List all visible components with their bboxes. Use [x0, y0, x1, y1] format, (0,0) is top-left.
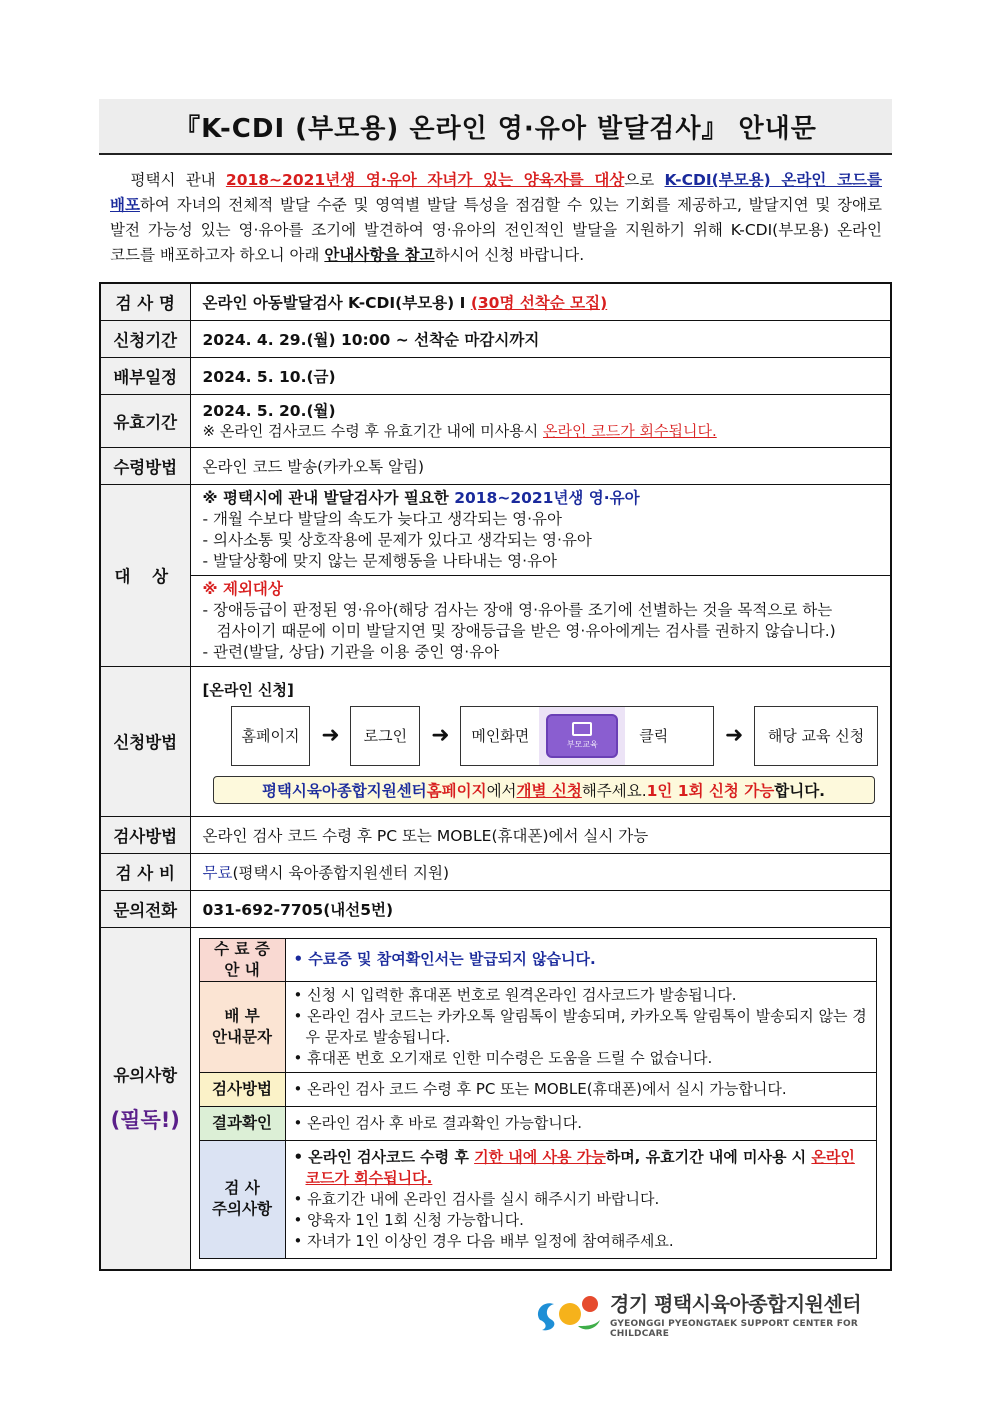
label-test-name: 검 사 명	[100, 283, 190, 320]
test-name-recruit: (30명 선착순 모집)	[470, 293, 608, 312]
step-login: 로그인	[350, 706, 420, 766]
step-homepage: 홈페이지	[231, 706, 311, 766]
exclusion-item: 검사이기 때문에 이미 발달지연 및 장애등급을 받은 영·유아에게는 검사를 권하지 않습니다.)	[216, 621, 836, 640]
label-phone: 문의전화	[100, 890, 190, 927]
note-row-distribution	[199, 981, 876, 1072]
label-valid-period: 유효기간	[100, 394, 190, 447]
cost-free: 무료	[202, 863, 233, 882]
caution-text: • 온라인 검사코드 수령 후	[293, 1147, 475, 1166]
cost-text: (평택시 육아종합지원센터 지원)	[232, 863, 450, 882]
value-exclusion	[190, 575, 891, 666]
note-row-result	[199, 1106, 876, 1140]
note-label-certificate	[199, 938, 285, 981]
note-label-line: 검 사	[224, 1179, 260, 1197]
row-phone	[100, 890, 891, 927]
note-label-line: 안 내	[224, 960, 260, 979]
label-distribution: 배부일정	[100, 357, 190, 394]
apply-online-head: [온라인 신청]	[202, 680, 294, 699]
value-apply-period: 2024. 4. 29.(월) 10:00 ~ 선착순 마감시까지	[190, 320, 891, 357]
document-title: 『K-CDI (부모용) 온라인 영·유아 발달검사』 안내문	[99, 99, 892, 155]
note-label-caution	[199, 1140, 285, 1258]
intro-text-4: 하시어 신청 바랍니다.	[434, 246, 585, 264]
value-distribution: 2024. 5. 10.(금)	[190, 357, 891, 394]
center-logo-icon	[532, 1290, 604, 1336]
note-line: • 유효기간 내에 온라인 검사를 실시 해주시기 바랍니다.	[293, 1189, 660, 1208]
target-item: - 발달상황에 맞지 않는 문제행동을 나타내는 영·유아	[202, 551, 558, 570]
notice-text: 해주세요.	[581, 781, 647, 800]
note-line: • 휴대폰 번호 오기재로 인한 미수령은 도움을 드릴 수 없습니다.	[293, 1048, 713, 1067]
note-label-line: 주의사항	[212, 1200, 272, 1218]
parent-education-icon	[546, 714, 618, 758]
center-logo-text	[610, 1288, 892, 1339]
row-target	[100, 484, 891, 575]
arrow-right-icon: ➜	[431, 723, 450, 748]
value-target	[190, 484, 891, 575]
note-line: • 신청 시 입력한 휴대폰 번호로 원격온라인 검사코드가 발송됩니다.	[293, 985, 737, 1004]
row-exclusion	[100, 575, 891, 666]
valid-note: ※ 온라인 검사코드 수령 후 유효기간 내에 미사용시	[202, 422, 544, 440]
row-apply-period	[100, 320, 891, 357]
center-logo	[532, 1288, 892, 1338]
valid-note-warning: 온라인 코드가 회수됩니다.	[543, 422, 717, 440]
value-apply-method	[190, 666, 891, 816]
note-label-distribution	[199, 981, 285, 1072]
notice-text: 에서	[486, 781, 517, 800]
note-row-method	[199, 1072, 876, 1106]
test-name-text: 온라인 아동발달검사 K-CDI(부모용) I	[202, 293, 471, 312]
app-icon-label: 부모교육	[566, 739, 598, 749]
row-notes	[100, 927, 891, 1270]
target-head-years: 2018~2021년생 영·유아	[454, 488, 640, 507]
valid-date: 2024. 5. 20.(월)	[202, 402, 336, 420]
arrow-right-icon: ➜	[724, 723, 744, 748]
note-label-line: 안내문자	[212, 1027, 272, 1046]
note-row-certificate	[199, 938, 876, 981]
step-main-label: 메인화면	[471, 727, 530, 745]
center-name-english: GYEONGGI PYEONGTAEK SUPPORT CENTER FOR CHILDCARE	[610, 1318, 859, 1339]
info-table	[99, 282, 892, 1271]
note-label-result: 결과확인	[199, 1106, 285, 1140]
caution-text: 하며, 유효기간 내에 미사용 시	[605, 1147, 812, 1166]
arrow-right-icon: ➜	[321, 723, 340, 748]
row-test-method	[100, 816, 891, 853]
note-label-method: 검사방법	[199, 1072, 285, 1106]
intro-refer-highlight: 안내사항을 참고	[324, 246, 435, 264]
row-test-name	[100, 283, 891, 320]
step-click-label: 클릭	[639, 727, 669, 745]
step-apply-course: 해당 교육 신청	[754, 706, 878, 766]
step-main-screen	[460, 706, 714, 766]
note-line	[294, 1147, 868, 1189]
value-receive-method: 온라인 코드 발송(카카오톡 알림)	[190, 447, 891, 484]
note-content-certificate: • 수료증 및 참여확인서는 발급되지 않습니다.	[285, 938, 876, 981]
row-receive-method	[100, 447, 891, 484]
notice-once: 1인 1회 신청 가능	[646, 781, 775, 800]
row-cost	[100, 853, 891, 890]
value-cost	[190, 853, 891, 890]
note-label-line: 배 부	[224, 1006, 260, 1025]
label-apply-period: 신청기간	[100, 320, 190, 357]
note-row-caution	[199, 1140, 876, 1258]
target-head: ※ 평택시에 관내 발달검사가 필요한	[202, 488, 455, 507]
label-cost: 검 사 비	[100, 853, 190, 890]
notes-table	[199, 938, 877, 1259]
note-content-caution	[285, 1140, 876, 1258]
row-distribution	[100, 357, 891, 394]
note-content-result: • 온라인 검사 후 바로 결과확인 가능합니다.	[285, 1106, 876, 1140]
target-item: - 개월 수보다 발달의 속도가 늦다고 생각되는 영·유아	[202, 509, 562, 528]
must-read-label: (필독!)	[110, 1108, 180, 1132]
intro-text-2: 으로	[624, 171, 665, 189]
value-test-method: 온라인 검사 코드 수령 후 PC 또는 MOBLE(휴대폰)에서 실시 가능	[190, 816, 891, 853]
note-content-distribution	[285, 981, 876, 1072]
note-line: • 자녀가 1인 이상인 경우 다음 배부 일정에 참여해주세요.	[293, 1231, 674, 1250]
row-apply-method	[100, 666, 891, 816]
label-target: 대 상	[100, 484, 190, 666]
label-receive-method: 수령방법	[100, 447, 190, 484]
notes-label: 유의사항	[113, 1066, 178, 1085]
note-label-line: 수 료 증	[214, 939, 270, 958]
intro-code-highlight: K-CDI(부모용) 온라인 코드를 배포	[110, 171, 883, 214]
exclusion-item: - 관련(발달, 상담) 기관을 이용 중인 영·유아	[202, 642, 500, 661]
intro-target-highlight: 2018~2021년생 영·유아 자녀가 있는 양육자를 대상	[225, 171, 625, 189]
notice-center: 평택시육아종합지원센터	[261, 781, 427, 800]
center-name-korean: 경기 평택시육아종합지원센터	[610, 1291, 862, 1316]
notice-end: 합니다.	[774, 781, 826, 800]
caution-highlight: 기한 내에 사용 가능	[474, 1147, 606, 1166]
apply-flow	[203, 704, 879, 768]
apply-notice-bar	[213, 776, 875, 804]
app-icon-frame	[539, 707, 625, 765]
row-valid-period	[100, 394, 891, 447]
notice-individual: 개별 신청	[516, 781, 582, 800]
intro-text-3: 하여 자녀의 전체적 발달 수준 및 영역별 발달 특성을 점검할 수 있는 기회를 제공하고, 발달지연 및 장애로 발전 가능성 있는 영·유아를 조기에 발견하여 영·유아의 전인적인 발달을 지원하기 위해 K-CDI(부모용) 온라인 코드를 배포하고자 하오니 아래	[110, 196, 882, 264]
label-test-method: 검사방법	[100, 816, 190, 853]
value-test-name	[190, 283, 891, 320]
notice-homepage: 홈페이지	[426, 781, 487, 800]
label-apply-method: 신청방법	[100, 666, 190, 816]
exclusion-head: ※ 제외대상	[202, 579, 283, 598]
intro-paragraph	[110, 168, 882, 268]
note-content-method: • 온라인 검사 코드 수령 후 PC 또는 MOBLE(휴대폰)에서 실시 가능합니다.	[285, 1072, 876, 1106]
exclusion-item: - 장애등급이 판정된 영·유아(해당 검사는 장애 영·유아를 조기에 선별하는 것을 목적으로 하는	[202, 600, 833, 619]
label-notes	[100, 927, 190, 1270]
value-notes	[190, 927, 891, 1270]
note-line: • 양육자 1인 1회 신청 가능합니다.	[293, 1210, 524, 1229]
value-phone: 031-692-7705(내선5번)	[190, 890, 891, 927]
caution-highlight: 온라인 코드가 회수됩니다.	[305, 1147, 855, 1187]
intro-text-1: 평택시 관내	[130, 171, 226, 189]
value-valid-period	[190, 394, 891, 447]
note-line: • 온라인 검사 코드는 카카오톡 알림톡이 발송되며, 카카오톡 알림톡이 발송되지 않는 경우 문자로 발송됩니다.	[293, 1006, 867, 1046]
target-item: - 의사소통 및 상호작용에 문제가 있다고 생각되는 영·유아	[202, 530, 592, 549]
